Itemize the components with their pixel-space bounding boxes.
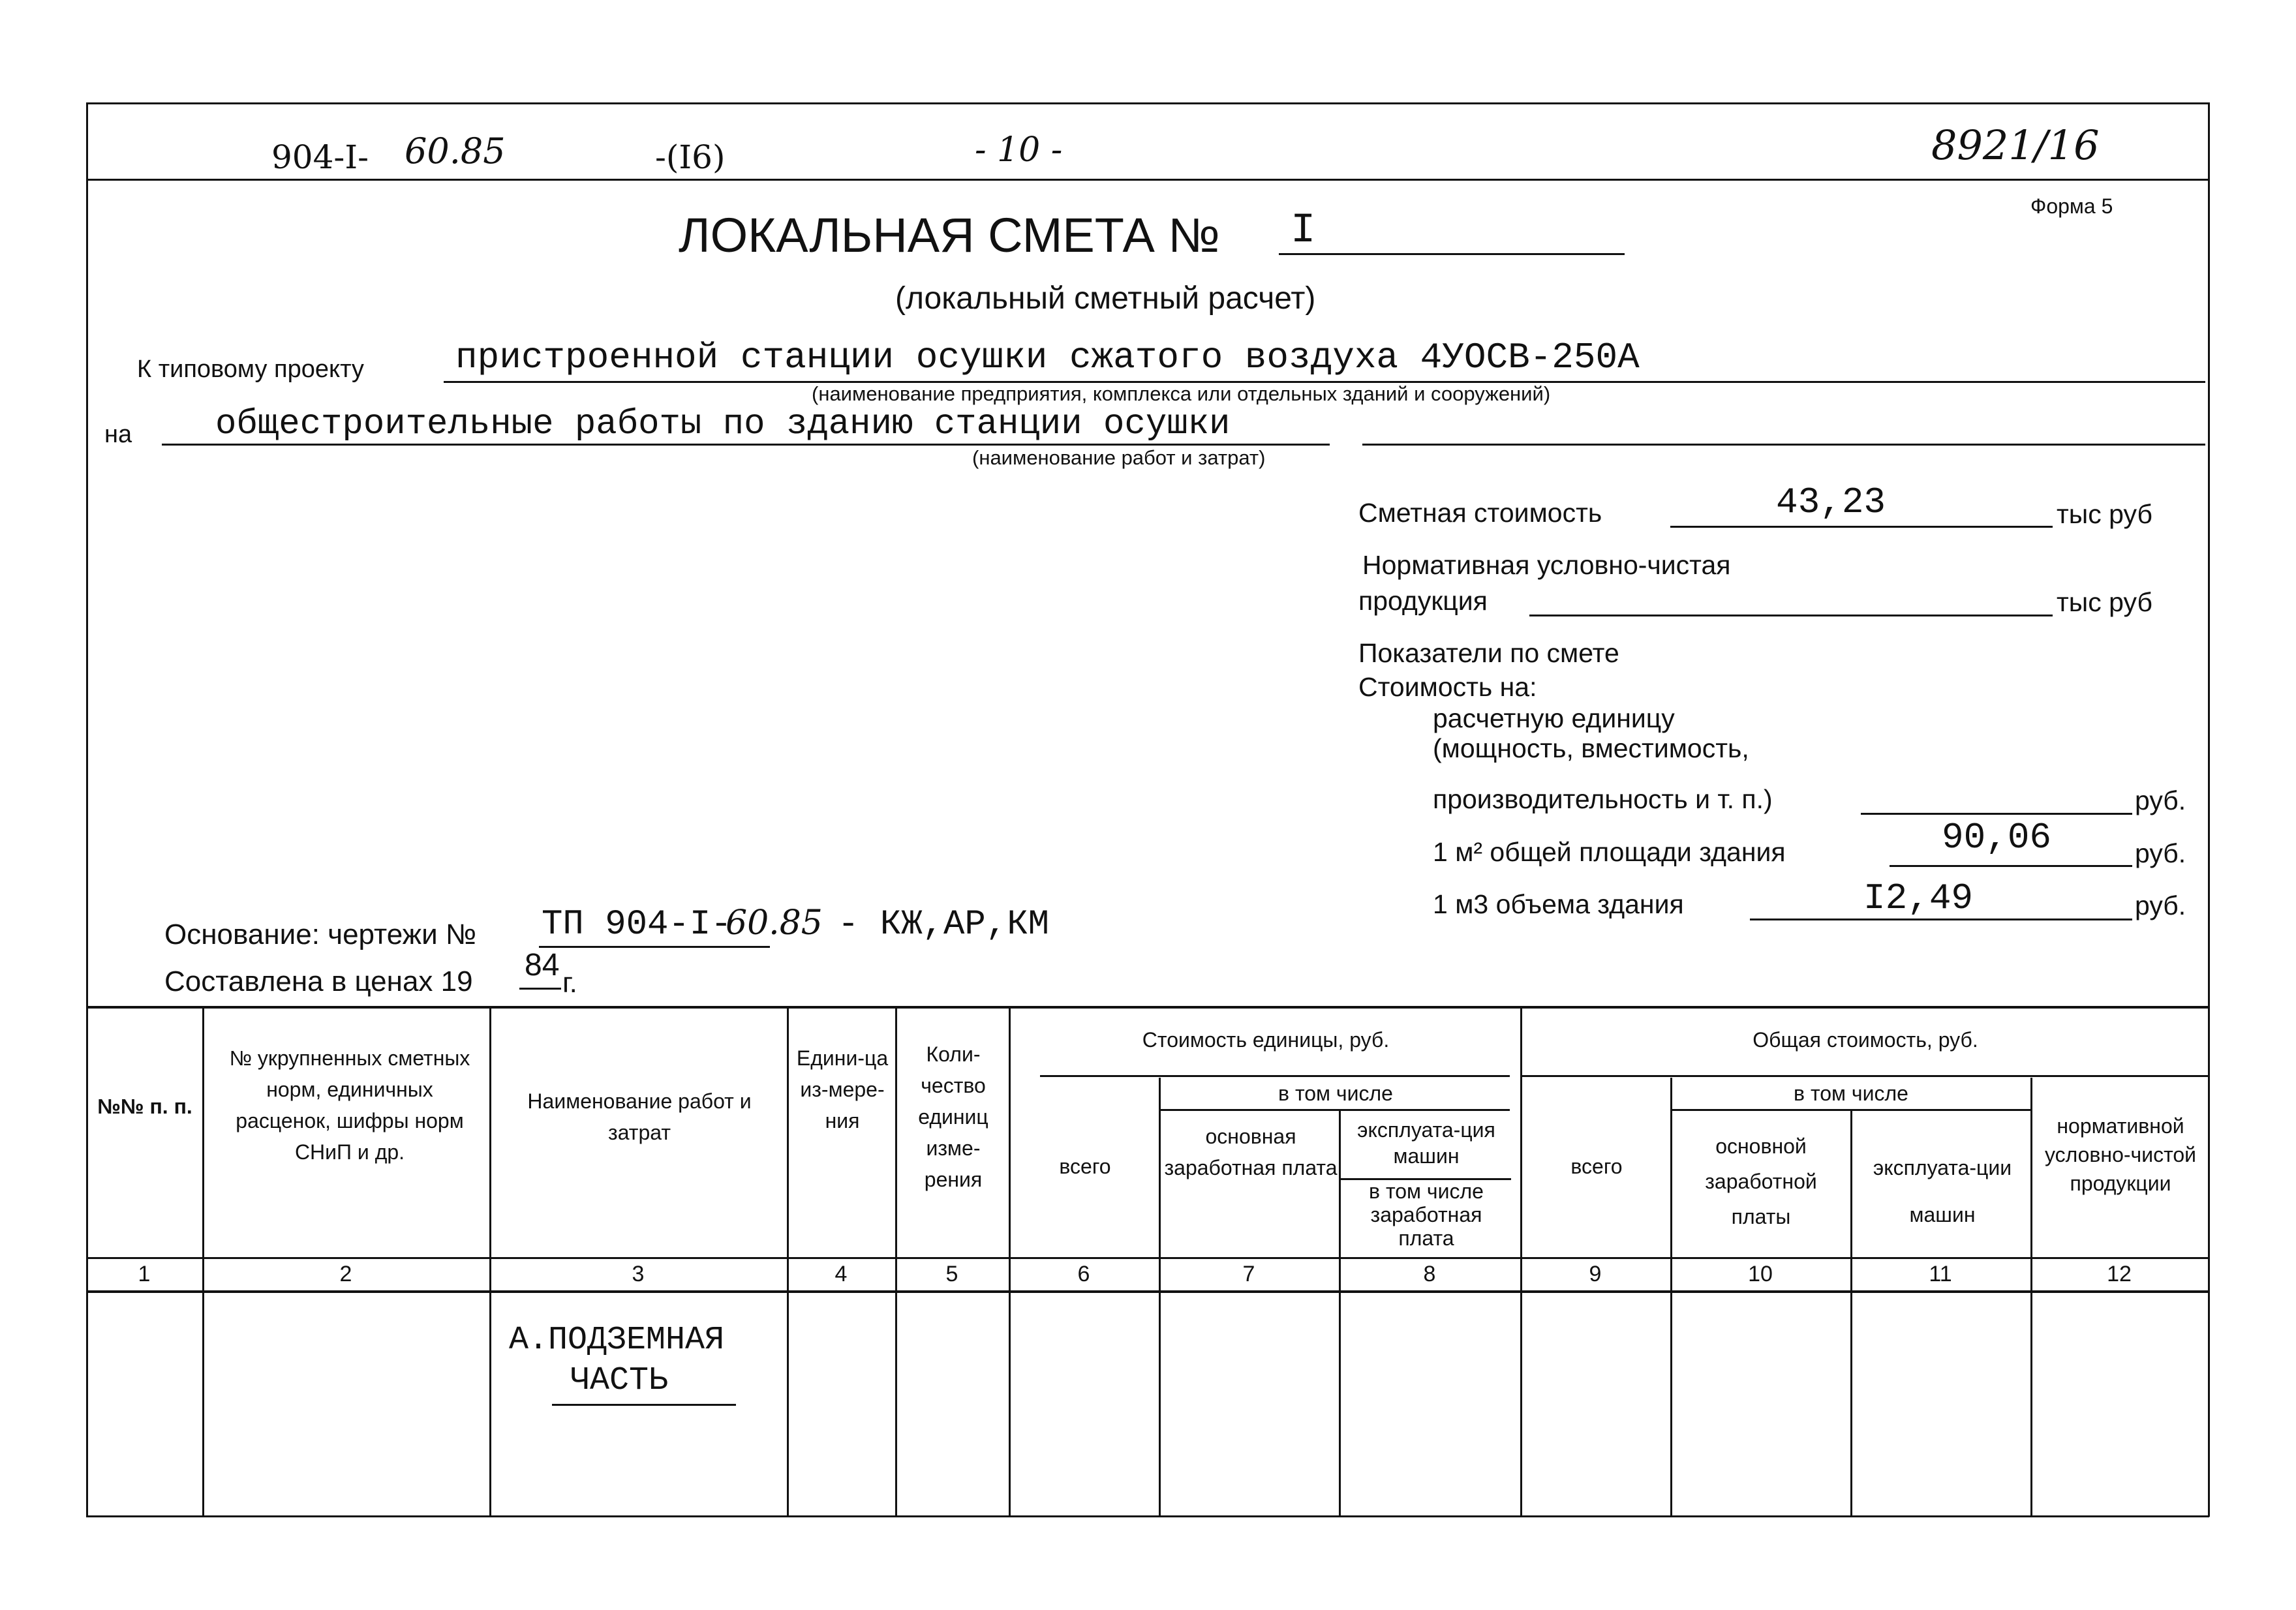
frame-top [86, 102, 2209, 104]
header-rule [86, 179, 2209, 181]
col-header-norms: № укрупненных сметных норм, единичных расценок, шифры норм СНиП и др. [229, 1046, 470, 1164]
prices-label: Составлена в ценах 19 [164, 965, 473, 997]
estimated-cost-value: 43,23 [1776, 481, 1886, 523]
col-sep-7 [1339, 1110, 1341, 1515]
col-number-6: 6 [1077, 1262, 1090, 1286]
col-header-total-wage: основной заработной платы [1705, 1134, 1817, 1228]
col-header-unit-machines-wage: в том числе заработная плата [1369, 1179, 1484, 1250]
basis-label: Основание: чертежи № [164, 919, 477, 950]
per-unit-unit: руб. [2135, 785, 2186, 815]
incl2-header: в том числе [1794, 1082, 1908, 1105]
header-bottom-rule [86, 1257, 2209, 1259]
col-number-2: 2 [339, 1262, 352, 1286]
col-number-4: 4 [834, 1262, 848, 1286]
col-number-1: 1 [138, 1262, 151, 1286]
per-unit-label-2: (мощность, вместимость, [1433, 733, 1749, 763]
col-header-normative: нормативной условно-чистой продукции [2044, 1114, 2197, 1195]
estimated-cost-label: Сметная стоимость [1358, 498, 1602, 528]
per-m2-unit: руб. [2135, 838, 2186, 868]
works-label: на [104, 421, 132, 448]
col-header-number: №№ п. п. [97, 1095, 192, 1118]
incl1-header: в том числе [1278, 1082, 1393, 1105]
estimate-number: I [1291, 207, 1316, 254]
estimate-number-rule [1279, 253, 1625, 255]
form-label: Форма 5 [2030, 194, 2113, 218]
col-header-total: всего [1570, 1155, 1623, 1178]
per-m2-rule [1890, 865, 2132, 867]
column-numbers-rule [86, 1290, 2209, 1293]
per-m3-value: I2,49 [1863, 877, 1974, 919]
project-code: 904-I- [271, 138, 369, 176]
col-number-8: 8 [1423, 1262, 1436, 1286]
col-number-12: 12 [2107, 1262, 2132, 1286]
basis-rule [539, 946, 770, 948]
estimated-cost-rule [1670, 526, 2053, 528]
works-caption: (наименование работ и затрат) [972, 446, 1266, 469]
sheet-suffix: -(I6) [655, 138, 726, 176]
section-title-underline [552, 1404, 736, 1406]
per-m2-value: 90,06 [1942, 817, 2052, 858]
basis-drawing-prefix: ТП 904-I- [542, 905, 732, 945]
per-unit-rule [1861, 813, 2132, 815]
inventory-number: 8921/16 [1931, 121, 2100, 169]
per-m3-label: 1 м3 объема здания [1433, 889, 1684, 919]
basis-drawing-suffix: - КЖ,АР,КМ [838, 905, 1050, 945]
page-title: ЛОКАЛЬНАЯ СМЕТА № [679, 208, 1220, 262]
per-unit-label-1: расчетную единицу [1433, 703, 1675, 733]
col-sep-10 [1850, 1110, 1852, 1515]
normative-unit: тыс руб [2057, 587, 2152, 617]
section-title-line-1: А.ПОДЗЕМНАЯ [509, 1322, 725, 1359]
col-header-unit: Едини-ца из-мере-ния [796, 1046, 889, 1132]
section-title-line-2: ЧАСТЬ [570, 1362, 669, 1399]
col-number-11: 11 [1929, 1262, 1952, 1286]
project-code-hand: 60.85 [405, 130, 506, 172]
works-rule-2 [1362, 444, 2205, 446]
col-header-quantity: Коли-чество единиц изме-рения [918, 1042, 988, 1191]
prices-year-rule [519, 988, 561, 990]
unit-cost-group-header: Стоимость единицы, руб. [1142, 1028, 1390, 1052]
per-m3-rule [1750, 919, 2132, 920]
col-header-unit-machines: эксплуата-ция машин [1357, 1118, 1495, 1168]
col-header-unit-wage: основная заработная плата [1164, 1125, 1338, 1179]
col-sep-6 [1159, 1078, 1161, 1515]
total-cost-group-rule [1520, 1075, 2208, 1077]
project-label: К типовому проекту [137, 356, 364, 383]
frame-left [86, 102, 88, 1517]
estimated-cost-unit: тыс руб [2057, 499, 2152, 529]
total-cost-group-header: Общая стоимость, руб. [1753, 1028, 1978, 1052]
normative-label-1: Нормативная условно-чистая [1362, 550, 1731, 580]
col-number-5: 5 [945, 1262, 958, 1286]
frame-right [2208, 102, 2210, 1517]
page-number: - 10 - [975, 130, 1063, 170]
col-number-3: 3 [632, 1262, 645, 1286]
col-header-total-machines: эксплуата-ции машин [1873, 1156, 2012, 1226]
project-caption: (наименование предприятия, комплекса или отдельных зданий и сооружений) [812, 382, 1551, 405]
cost-on-label: Стоимость на: [1358, 672, 1537, 702]
unit-cost-group-rule [1040, 1075, 1510, 1077]
frame-bottom [86, 1515, 2209, 1517]
col-number-10: 10 [1748, 1262, 1773, 1286]
per-m2-label: 1 м² общей площади здания [1433, 837, 1786, 867]
col-number-9: 9 [1589, 1262, 1602, 1286]
normative-rule [1529, 615, 2053, 616]
col-number-7: 7 [1242, 1262, 1255, 1286]
col-sep-9 [1670, 1078, 1672, 1515]
page-subtitle: (локальный сметный расчет) [895, 281, 1316, 316]
incl1-rule [1159, 1109, 1510, 1111]
project-name: пристроенной станции осушки сжатого воздуха 4УОСВ-250А [455, 337, 1640, 378]
normative-label-2: продукция [1358, 586, 1488, 616]
prices-suffix: г. [562, 967, 577, 999]
basis-drawing-hand: 60.85 [726, 904, 823, 943]
indicators-label: Показатели по смете [1358, 638, 1619, 668]
col-header-unit-total: всего [1059, 1155, 1111, 1178]
per-unit-label-3: производительность и т. п.) [1433, 784, 1773, 814]
works-name: общестроительные работы по зданию станции осушки [215, 404, 1231, 444]
per-m3-unit: руб. [2135, 890, 2186, 920]
col-sep-11 [2030, 1078, 2032, 1515]
col-header-name: Наименование работ и затрат [527, 1089, 752, 1144]
prices-year: 84 [525, 948, 560, 982]
works-rule [162, 444, 1330, 446]
table-top-rule [86, 1006, 2209, 1009]
